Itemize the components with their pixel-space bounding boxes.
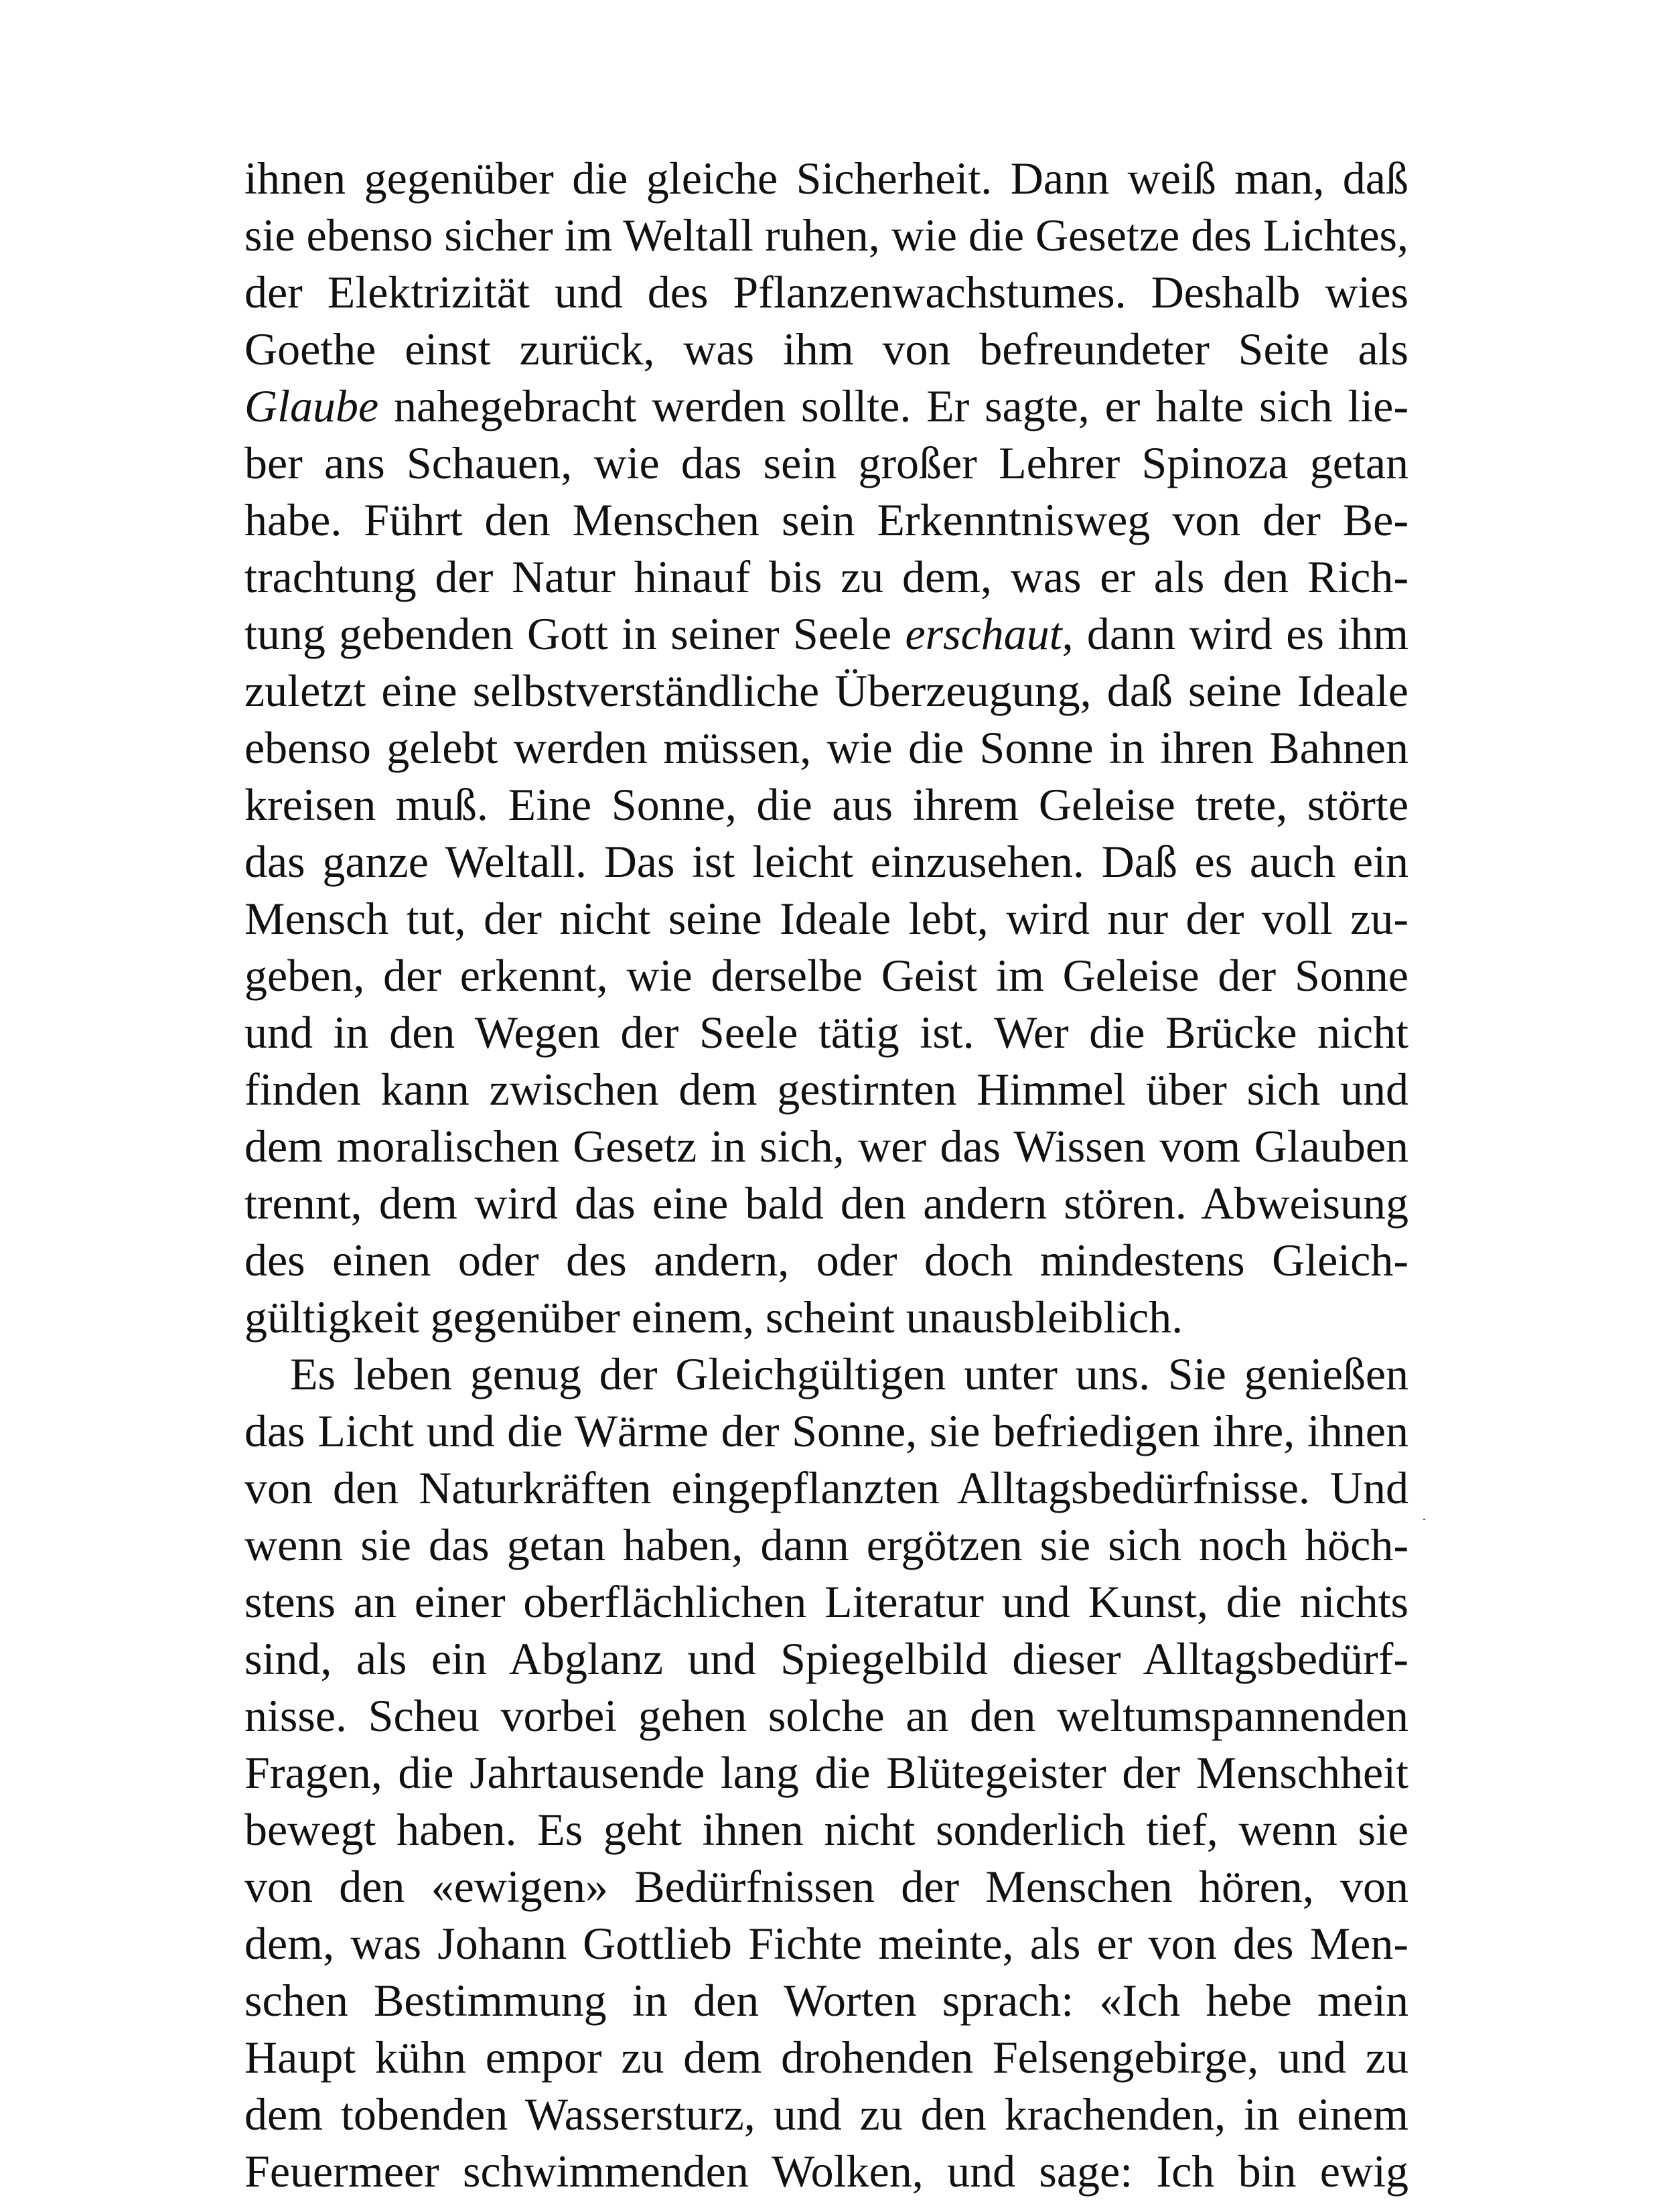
text-line: dem tobenden Wassersturz, und zu den krachenden, in einem <box>244 2089 1408 2140</box>
text-line: habe. Führt den Menschen sein Erkenntnisweg von der Be- <box>244 494 1408 545</box>
text-line: tung gebenden Gott in seiner Seele erschaut, dann wird es ihm <box>244 608 1408 659</box>
text-line: des einen oder des andern, oder doch mindestens Gleich- <box>244 1235 1408 1286</box>
scan-speck <box>1423 1519 1425 1520</box>
text-line: Fragen, die Jahrtausende lang die Blütegeister der Menschheit <box>244 1747 1408 1798</box>
text-line: Feuermeer schwimmenden Wolken, und sage: Ich bin ewig <box>244 2146 1408 2197</box>
text-line: dem moralischen Gesetz in sich, wer das Wissen vom Glauben <box>244 1121 1408 1172</box>
text-line: von den «ewigen» Bedürfnissen der Menschen hören, von <box>244 1861 1408 1912</box>
text-line: ebenso gelebt werden müssen, wie die Sonne in ihren Bahnen <box>244 722 1408 773</box>
text-line: Glaube nahegebracht werden sollte. Er sagte, er halte sich lie- <box>244 381 1408 431</box>
text-line: und in den Wegen der Seele tätig ist. Wer die Brücke nicht <box>244 1007 1408 1058</box>
text-line: ihnen gegenüber die gleiche Sicherheit. Dann weiß man, daß <box>244 153 1408 204</box>
emphasis-glaube: Glaube <box>244 381 379 431</box>
text-line: finden kann zwischen dem gestirnten Himmel über sich und <box>244 1064 1408 1115</box>
body-text <box>244 150 1408 2200</box>
text-line: das ganze Weltall. Das ist leicht einzusehen. Daß es auch ein <box>244 836 1408 887</box>
text-line: Goethe einst zurück, was ihm von befreundeter Seite als <box>244 324 1408 374</box>
text-line: das Licht und die Wärme der Sonne, sie befriedigen ihre, ihnen <box>244 1405 1408 1456</box>
text-line: bewegt haben. Es geht ihnen nicht sonderlich tief, wenn sie <box>244 1804 1408 1855</box>
text-line: schen Bestimmung in den Worten sprach: «Ich hebe mein <box>244 1975 1408 2026</box>
text-line: dem, was Johann Gottlieb Fichte meinte, als er von des Men- <box>244 1918 1408 1969</box>
text-line: kreisen muß. Eine Sonne, die aus ihrem Geleise trete, störte <box>244 779 1408 830</box>
text-line: ber ans Schauen, wie das sein großer Lehrer Spinoza getan <box>244 437 1408 488</box>
text-line: sie ebenso sicher im Weltall ruhen, wie die Gesetze des Lichtes, <box>244 210 1408 261</box>
text-line: sind, als ein Abglanz und Spiegelbild dieser Alltagsbedürf- <box>244 1633 1408 1684</box>
text-line: nisse. Scheu vorbei gehen solche an den weltumspannenden <box>244 1690 1408 1741</box>
text-line: Mensch tut, der nicht seine Ideale lebt, wird nur der voll zu- <box>244 893 1408 944</box>
text-line-paragraph-start: Es leben genug der Gleichgültigen unter uns. Sie genießen <box>290 1349 1408 1399</box>
text-line: trachtung der Natur hinauf bis zu dem, was er als den Rich- <box>244 551 1408 602</box>
text-line: geben, der erkennt, wie derselbe Geist im Geleise der Sonne <box>244 950 1408 1001</box>
text-line: zuletzt eine selbstverständliche Überzeugung, daß seine Ideale <box>244 665 1408 716</box>
text-line: von den Naturkräften eingepflanzten Alltagsbedürfnisse. Und <box>244 1462 1408 1513</box>
emphasis-erschaut: erschaut <box>905 608 1062 659</box>
text-line-paragraph-end: gültigkeit gegenüber einem, scheint unausbleiblich. <box>244 1292 1183 1342</box>
text-line: Haupt kühn empor zu dem drohenden Felsengebirge, und zu <box>244 2032 1408 2083</box>
text-line: wenn sie das getan haben, dann ergötzen sie sich noch höch- <box>244 1519 1408 1570</box>
text-line: stens an einer oberflächlichen Literatur und Kunst, die nichts <box>244 1576 1408 1627</box>
text-line: der Elektrizität und des Pflanzenwachstumes. Deshalb wies <box>244 267 1408 318</box>
text-line: trennt, dem wird das eine bald den andern stören. Abweisung <box>244 1178 1408 1229</box>
